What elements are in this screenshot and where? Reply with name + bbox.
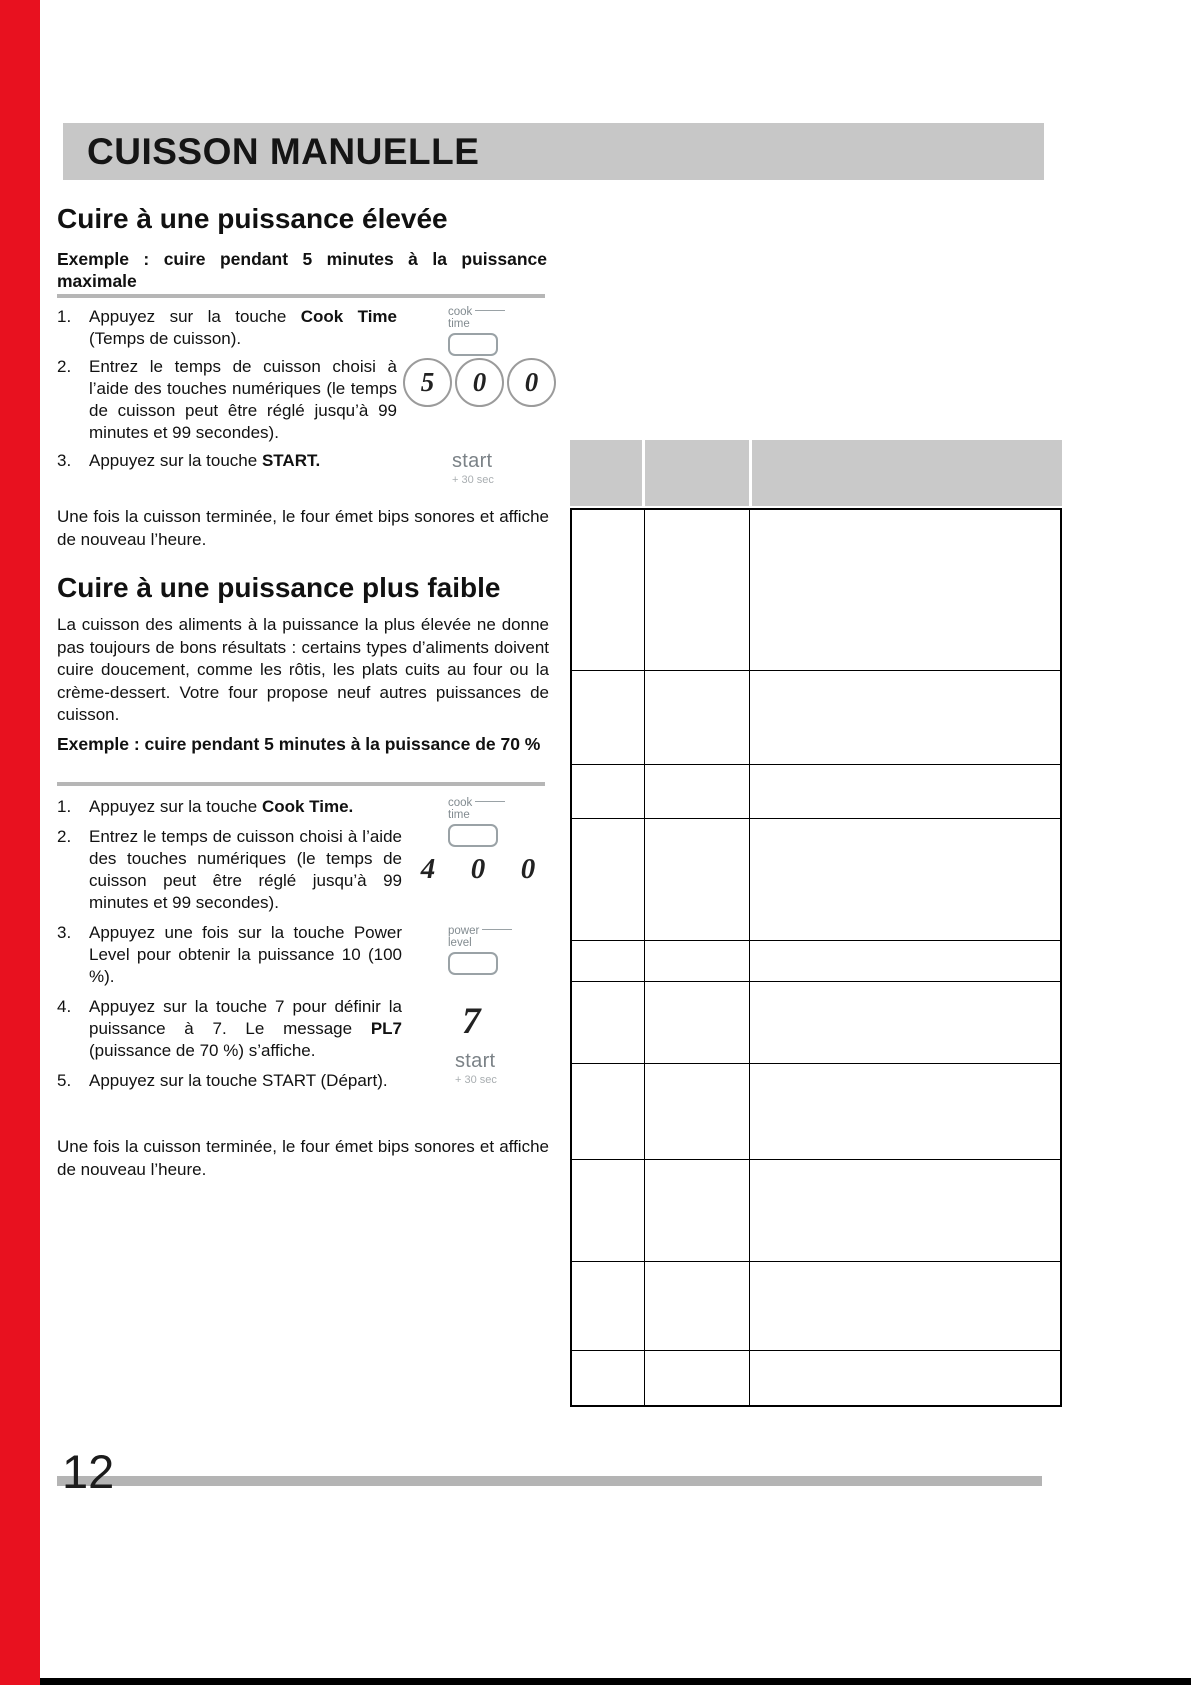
- table-cell: [645, 671, 750, 764]
- page-number: 12: [62, 1445, 115, 1498]
- table-row: [572, 765, 1060, 819]
- key-pointer-line: [482, 929, 512, 930]
- step-number: 5.: [57, 1071, 72, 1090]
- table-cell: [750, 1160, 1060, 1261]
- digit-0-icon: 0: [520, 853, 536, 885]
- step: [57, 450, 397, 472]
- cook-time-key-shape: [448, 333, 498, 356]
- table-cell: [645, 1064, 750, 1159]
- step-text-part: Appuyez sur la touche START (Départ).: [89, 1071, 388, 1090]
- table-row: [572, 1064, 1060, 1160]
- power-level-key-label: [448, 925, 528, 937]
- section1-outro: Une fois la cuisson terminée, le four émet bips sonores et affiche de nouveau l’heure.: [57, 507, 549, 549]
- table-header-cell: [752, 440, 1062, 506]
- cook-time-key-label: [448, 306, 528, 318]
- table-cell: [750, 1262, 1060, 1350]
- table-cell: [645, 1160, 750, 1261]
- table-header-cell: [645, 440, 749, 506]
- table-cell: [750, 510, 1060, 670]
- step-text-part: Entrez le temps de cuisson choisi à l’aide des touches numériques (le temps de cuisson peut être réglé jusqu’à 99 minutes et 99 secondes).: [89, 827, 402, 912]
- table-row: [572, 1160, 1060, 1262]
- numeric-keys-icon: [403, 358, 556, 407]
- table-row: [572, 982, 1060, 1064]
- step: [57, 922, 402, 988]
- step-text-part: Appuyez sur la touche: [89, 797, 262, 816]
- step-text-part: (puissance de 70 %) s’affiche.: [89, 1041, 316, 1060]
- table-cell: [572, 941, 645, 981]
- cook-time-key-icon: [448, 306, 528, 356]
- table-row: [572, 671, 1060, 765]
- step-text-part: Appuyez sur la touche: [89, 307, 301, 326]
- step-number: 2.: [57, 827, 72, 846]
- start-key-label: start: [452, 450, 493, 472]
- table-cell: [750, 765, 1060, 818]
- table-cell: [572, 982, 645, 1063]
- table-cell: [572, 510, 645, 670]
- section2-steps: [57, 796, 402, 1100]
- step-text-part: Appuyez une fois sur la touche Power Level pour obtenir la puissance 10 (100 %).: [89, 923, 402, 986]
- table-row: [572, 819, 1060, 941]
- digit-7-icon: 7: [462, 1001, 481, 1042]
- section2-outro: Une fois la cuisson terminée, le four émet bips sonores et affiche de nouveau l’heure.: [57, 1137, 549, 1179]
- step-number: 3.: [57, 923, 72, 942]
- table-row: [572, 510, 1060, 671]
- step-number: 3.: [57, 451, 72, 470]
- left-red-bar: [0, 0, 40, 1685]
- step: [57, 796, 402, 818]
- section2-rule: [57, 782, 545, 786]
- bottom-black-strip: [40, 1678, 1191, 1685]
- step-text: [89, 996, 402, 1062]
- section2-intro: La cuisson des aliments à la puissance la plus élevée ne donne pas toujours de bons résultats : certains types d’aliments doivent cuire doucement, comme les rôtis, les plats cuits au four ou la crème-dessert. Votre four propose neuf autres puissances de cuisson.: [57, 615, 549, 724]
- footer-bar: [57, 1476, 1042, 1486]
- step-text: [89, 450, 397, 472]
- step-text-part: Appuyez sur la touche 7 pour définir la puissance à 7. Le message: [89, 997, 402, 1038]
- cook-time-key-word2: time: [448, 809, 470, 821]
- digit-key-5-icon: 5: [403, 358, 452, 407]
- step: [57, 356, 397, 444]
- cook-time-key-shape: [448, 824, 498, 847]
- section1-steps: [57, 306, 397, 478]
- table-cell: [572, 671, 645, 764]
- table-body: [570, 508, 1062, 1407]
- power-level-key-shape: [448, 952, 498, 975]
- step-text-part: (Temps de cuisson).: [89, 329, 242, 348]
- table-cell: [572, 819, 645, 940]
- table-cell: [645, 982, 750, 1063]
- key-pointer-line: [475, 310, 505, 311]
- start-key-label: start: [455, 1050, 496, 1072]
- step-number: 4.: [57, 997, 72, 1016]
- reference-table: [570, 440, 1062, 1407]
- table-cell: [645, 1262, 750, 1350]
- table-cell: [572, 1064, 645, 1159]
- step-text-bold: Cook Time: [300, 307, 397, 326]
- step-number: 1.: [57, 307, 72, 326]
- cook-time-key-label: [448, 797, 528, 809]
- step-text-bold: Cook Time.: [261, 797, 354, 816]
- table-cell: [750, 819, 1060, 940]
- table-row: [572, 941, 1060, 982]
- numeric-entry-icon: [418, 853, 538, 886]
- step-text-part: Entrez le temps de cuisson choisi à l’aide des touches numériques (le temps de cuisson peut être réglé jusqu’à 99 minutes et 99 secondes).: [89, 357, 397, 442]
- cook-time-key-word1: cook: [448, 306, 473, 318]
- power-level-key-word2: level: [448, 937, 472, 949]
- step-text: [89, 356, 397, 444]
- step: [57, 996, 402, 1062]
- page-title: CUISSON MANUELLE: [87, 130, 480, 172]
- table-cell: [572, 765, 645, 818]
- step: [57, 306, 397, 350]
- step-text-bold: PL7: [370, 1019, 402, 1038]
- table-cell: [750, 941, 1060, 981]
- table-header-row: [570, 440, 1062, 506]
- digit-0-icon: 0: [470, 853, 486, 885]
- digit-key-0-icon: 0: [455, 358, 504, 407]
- table-cell: [645, 941, 750, 981]
- page-title-bar: [63, 123, 1044, 180]
- table-cell: [750, 1064, 1060, 1159]
- step-text: [89, 1070, 402, 1092]
- table-cell: [750, 982, 1060, 1063]
- table-cell: [572, 1262, 645, 1350]
- step-text-bold: START.: [261, 451, 321, 470]
- step-number: 2.: [57, 357, 72, 376]
- section1-rule: [57, 294, 545, 298]
- cook-time-key-icon: [448, 797, 528, 847]
- table-cell: [572, 1160, 645, 1261]
- step-number: 1.: [57, 797, 72, 816]
- step-text: [89, 796, 402, 818]
- section1-heading: Cuire à une puissance élevée: [57, 203, 448, 234]
- power-level-key-word1: power: [448, 925, 480, 937]
- step-text: [89, 922, 402, 988]
- table-row: [572, 1262, 1060, 1351]
- table-cell: [645, 1351, 750, 1405]
- start-key-icon: [452, 450, 494, 486]
- section1-example: Exemple : cuire pendant 5 minutes à la puissance maximale: [57, 249, 547, 291]
- section2-example: Exemple : cuire pendant 5 minutes à la puissance de 70 %: [57, 734, 541, 754]
- start-key-sub-label: + 30 sec: [452, 474, 494, 486]
- table-cell: [645, 765, 750, 818]
- section2-heading: Cuire à une puissance plus faible: [57, 572, 501, 603]
- cook-time-key-word2: time: [448, 318, 470, 330]
- cook-time-key-word1: cook: [448, 797, 473, 809]
- step-text-part: Appuyez sur la touche: [89, 451, 262, 470]
- step: [57, 826, 402, 914]
- step-text: [89, 826, 402, 914]
- table-cell: [645, 819, 750, 940]
- step: [57, 1070, 402, 1092]
- table-header-cell: [570, 440, 642, 506]
- table-cell: [572, 1351, 645, 1405]
- digit-4-icon: 4: [420, 853, 436, 885]
- digit-key-0-icon: 0: [507, 358, 556, 407]
- step-text: [89, 306, 397, 350]
- key-pointer-line: [475, 801, 505, 802]
- table-cell: [750, 1351, 1060, 1405]
- power-level-key-icon: [448, 925, 528, 975]
- table-row: [572, 1351, 1060, 1405]
- start-key-sub-label: + 30 sec: [455, 1074, 497, 1086]
- table-cell: [645, 510, 750, 670]
- start-key-icon: [455, 1050, 497, 1086]
- table-cell: [750, 671, 1060, 764]
